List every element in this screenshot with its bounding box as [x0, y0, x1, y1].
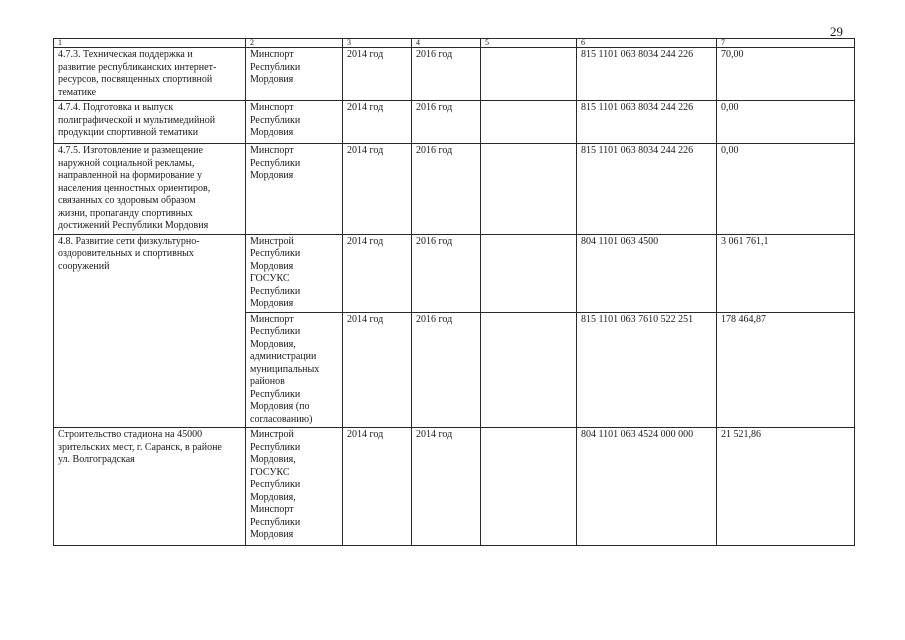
executor-cell: Минспорт Республики Мордовия	[246, 101, 343, 144]
column-number: 2	[246, 39, 343, 48]
budget-code-cell: 815 1101 063 7610 522 251	[577, 312, 717, 428]
executor-cell: Минстрой Республики Мордовия, ГОСУКС Республики Мордовия, Минспорт Республики Мордовия	[246, 428, 343, 546]
measure-name-cell: 4.7.4. Подготовка и выпуск полиграфической и мультимедийной продукции спортивной тематики	[54, 101, 246, 144]
column-number: 6	[577, 39, 717, 48]
measure-name-cell: Строительство стадиона на 45000 зрительских мест, г. Саранск, в районе ул. Волгоградская	[54, 428, 246, 546]
table-row	[54, 428, 855, 546]
start-year-cell: 2014 год	[343, 428, 412, 546]
amount-cell: 178 464,87	[717, 312, 855, 428]
start-year-cell: 2014 год	[343, 312, 412, 428]
end-year-cell: 2016 год	[412, 101, 481, 144]
end-year-cell: 2016 год	[412, 48, 481, 101]
column-number: 7	[717, 39, 855, 48]
amount-cell: 70,00	[717, 48, 855, 101]
start-year-cell: 2014 год	[343, 48, 412, 101]
budget-table	[53, 38, 855, 546]
amount-cell: 3 061 761,1	[717, 234, 855, 312]
table-row	[54, 144, 855, 235]
column-number-row	[54, 39, 855, 48]
budget-code-cell: 804 1101 063 4500	[577, 234, 717, 312]
column-number: 1	[54, 39, 246, 48]
measure-name-cell: 4.8. Развитие сети физкультурно- оздоровительных и спортивных сооружений	[54, 234, 246, 428]
executor-cell: Минспорт Республики Мордовия	[246, 144, 343, 235]
empty-cell	[481, 101, 577, 144]
empty-cell	[481, 48, 577, 101]
empty-cell	[481, 428, 577, 546]
start-year-cell: 2014 год	[343, 144, 412, 235]
amount-cell: 0,00	[717, 144, 855, 235]
end-year-cell: 2016 год	[412, 144, 481, 235]
empty-cell	[481, 312, 577, 428]
empty-cell	[481, 144, 577, 235]
executor-cell: Минстрой Республики Мордовия ГОСУКС Республики Мордовия	[246, 234, 343, 312]
executor-cell: Минспорт Республики Мордовия, администрации муниципальных районов Республики Мордовия (по согласованию)	[246, 312, 343, 428]
end-year-cell: 2014 год	[412, 428, 481, 546]
empty-cell	[481, 234, 577, 312]
column-number: 5	[481, 39, 577, 48]
end-year-cell: 2016 год	[412, 234, 481, 312]
budget-code-cell: 815 1101 063 8034 244 226	[577, 144, 717, 235]
column-number: 3	[343, 39, 412, 48]
amount-cell: 21 521,86	[717, 428, 855, 546]
page-number: 29	[830, 24, 843, 39]
executor-cell: Минспорт Республики Мордовия	[246, 48, 343, 101]
budget-code-cell: 815 1101 063 8034 244 226	[577, 48, 717, 101]
end-year-cell: 2016 год	[412, 312, 481, 428]
measure-name-cell: 4.7.3. Техническая поддержка и развитие республиканских интернет- ресурсов, посвященных спортивной тематике	[54, 48, 246, 101]
budget-code-cell: 815 1101 063 8034 244 226	[577, 101, 717, 144]
table-row	[54, 101, 855, 144]
table-row	[54, 48, 855, 101]
amount-cell: 0,00	[717, 101, 855, 144]
measure-name-cell: 4.7.5. Изготовление и размещение наружной социальной рекламы, направленной на формирование у населения ценностных ориентиров, связанных со здоровым образом жизни, пропаганду спортивных достижений Республики Мордовия	[54, 144, 246, 235]
table-row	[54, 234, 855, 312]
start-year-cell: 2014 год	[343, 234, 412, 312]
budget-code-cell: 804 1101 063 4524 000 000	[577, 428, 717, 546]
start-year-cell: 2014 год	[343, 101, 412, 144]
column-number: 4	[412, 39, 481, 48]
